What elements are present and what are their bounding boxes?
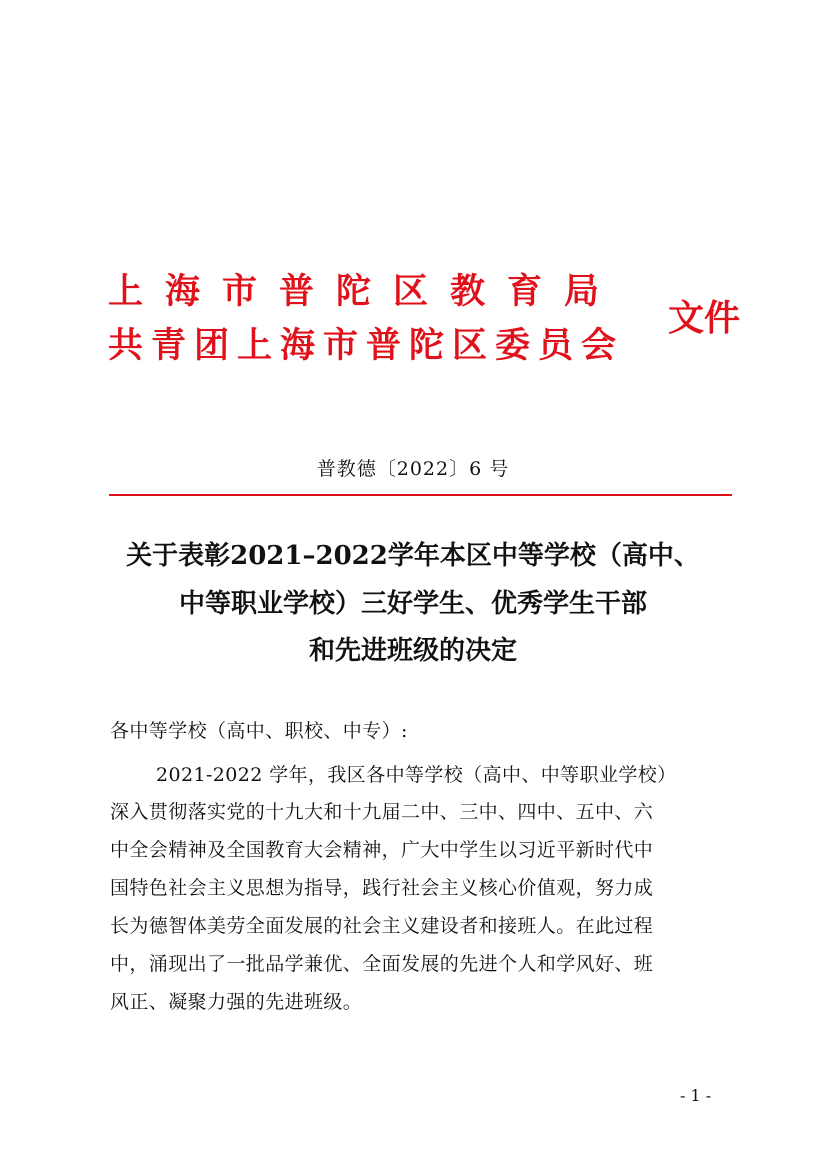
page-number: - 1 - xyxy=(680,1086,712,1105)
paragraph-line: 长为德智体美劳全面发展的社会主义建设者和接班人。在此过程 xyxy=(110,915,654,937)
paragraph-line: 风正、凝聚力强的先进班级。 xyxy=(110,991,363,1013)
addressee: 各中等学校（高中、职校、中专）: xyxy=(110,720,408,742)
document-label: 文件 xyxy=(668,297,741,339)
paragraph-line: 中全会精神及全国教育大会精神，广大中学生以习近平新时代中 xyxy=(110,839,654,861)
title-line-2: 中等职业学校）三好学生、优秀学生干部 xyxy=(178,589,647,619)
red-divider xyxy=(109,494,732,496)
document-header xyxy=(108,272,748,372)
paragraph-line: 中，涌现出了一批品学兼优、全面发展的先进个人和学风好、班 xyxy=(110,953,654,975)
title-line-1: 关于表彰2021–2022学年本区中等学校（高中、 xyxy=(126,541,700,571)
document-number: 普教德〔2022〕6 号 xyxy=(316,458,510,480)
paragraph-line: 国特色社会主义思想为指导，践行社会主义核心价值观，努力成 xyxy=(110,877,654,899)
paragraph-line: 2021-2022 学年，我区各中等学校（高中、中等职业学校） xyxy=(156,764,677,786)
paragraph-line: 深入贯彻落实党的十九大和十九届二中、三中、四中、五中、六 xyxy=(110,801,654,823)
issuer-line-youth-league: 共青团上海市普陀区委员会 xyxy=(108,325,625,366)
issuer-line-education-bureau: 上海市普陀区教育局 xyxy=(108,271,622,312)
title-line-3: 和先进班级的决定 xyxy=(308,636,517,666)
